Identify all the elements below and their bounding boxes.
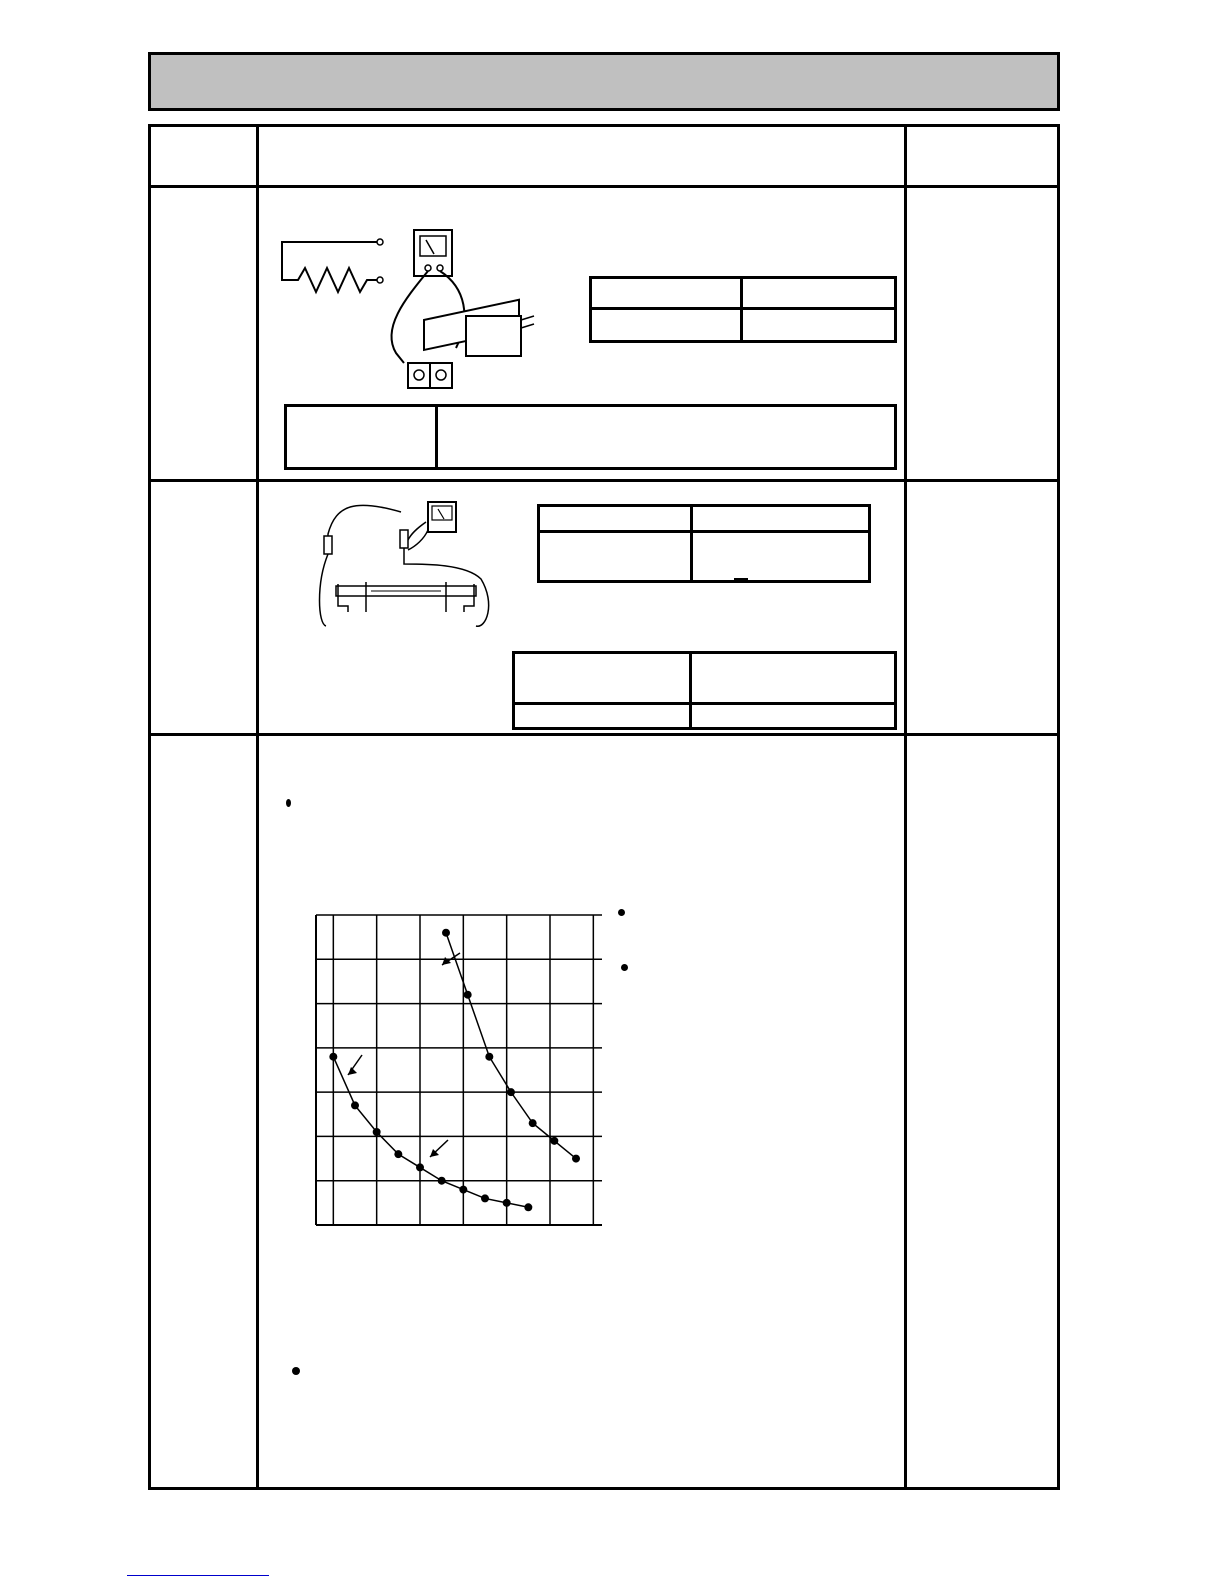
chart-data-point <box>373 1128 381 1136</box>
resistor-symbol <box>278 234 388 294</box>
check-table-cell <box>692 705 894 727</box>
chart-data-point <box>550 1137 558 1145</box>
chart-data-point <box>329 1053 337 1061</box>
legend-marker <box>618 909 625 916</box>
chart-data-point <box>485 1053 493 1061</box>
legend-text <box>635 959 890 977</box>
chart-series-line-1 <box>446 933 576 1159</box>
note-box-label <box>287 407 435 467</box>
thermistor-table-cell <box>540 533 690 580</box>
chart-data-point <box>529 1119 537 1127</box>
chart-series-line-2 <box>333 1057 528 1208</box>
chart-data-point <box>464 991 472 999</box>
legend-marker <box>621 964 628 971</box>
check-table-cell <box>692 654 894 702</box>
chart-data-point <box>459 1186 467 1194</box>
bullet-text <box>306 1362 891 1380</box>
resistance-table-cell <box>743 279 894 307</box>
row2-label <box>151 482 256 542</box>
legend-text <box>632 904 892 922</box>
row1-remark <box>907 188 1057 248</box>
resistance-table-cell <box>743 310 894 340</box>
header-col-3 <box>907 127 1057 185</box>
note-box-text <box>438 407 894 467</box>
bullet-marker <box>292 1367 300 1375</box>
bullet-text <box>300 794 890 812</box>
row2-remark <box>907 482 1057 542</box>
column-divider-1 <box>256 124 259 1490</box>
header-col-1 <box>151 127 256 185</box>
bullet-marker <box>286 799 291 807</box>
characteristic-chart <box>300 905 610 1235</box>
footer-link[interactable] <box>127 1575 269 1576</box>
resistance-table-cell <box>592 279 740 307</box>
row3-label <box>151 736 256 796</box>
check-table-cell <box>515 705 689 727</box>
section-title <box>151 55 1057 108</box>
multimeter-connector-illustration <box>386 228 536 393</box>
header-col-2 <box>259 127 904 185</box>
chart-data-point <box>416 1163 424 1171</box>
chart-data-point <box>572 1155 580 1163</box>
chart-data-point <box>394 1150 402 1158</box>
chart-data-point <box>438 1177 446 1185</box>
row1-label <box>151 188 256 248</box>
section-title-bar <box>148 52 1060 111</box>
chart-data-point <box>442 929 450 937</box>
column-divider-2 <box>904 124 907 1490</box>
plus-minus-underline <box>734 578 748 580</box>
chart-data-point <box>351 1101 359 1109</box>
chart-annotation-arrowhead <box>442 957 451 965</box>
resistance-table-cell <box>592 310 740 340</box>
chart-data-point <box>481 1194 489 1202</box>
row3-remark <box>907 736 1057 796</box>
chart-data-point <box>507 1088 515 1096</box>
thermistor-table-cell <box>693 533 868 580</box>
thermistor-table-cell <box>540 507 690 530</box>
thermistor-table-cell <box>693 507 868 530</box>
check-table-cell <box>515 654 689 702</box>
multimeter-sensor-illustration <box>316 494 496 634</box>
chart-data-point <box>524 1203 532 1211</box>
chart-data-point <box>503 1199 511 1207</box>
